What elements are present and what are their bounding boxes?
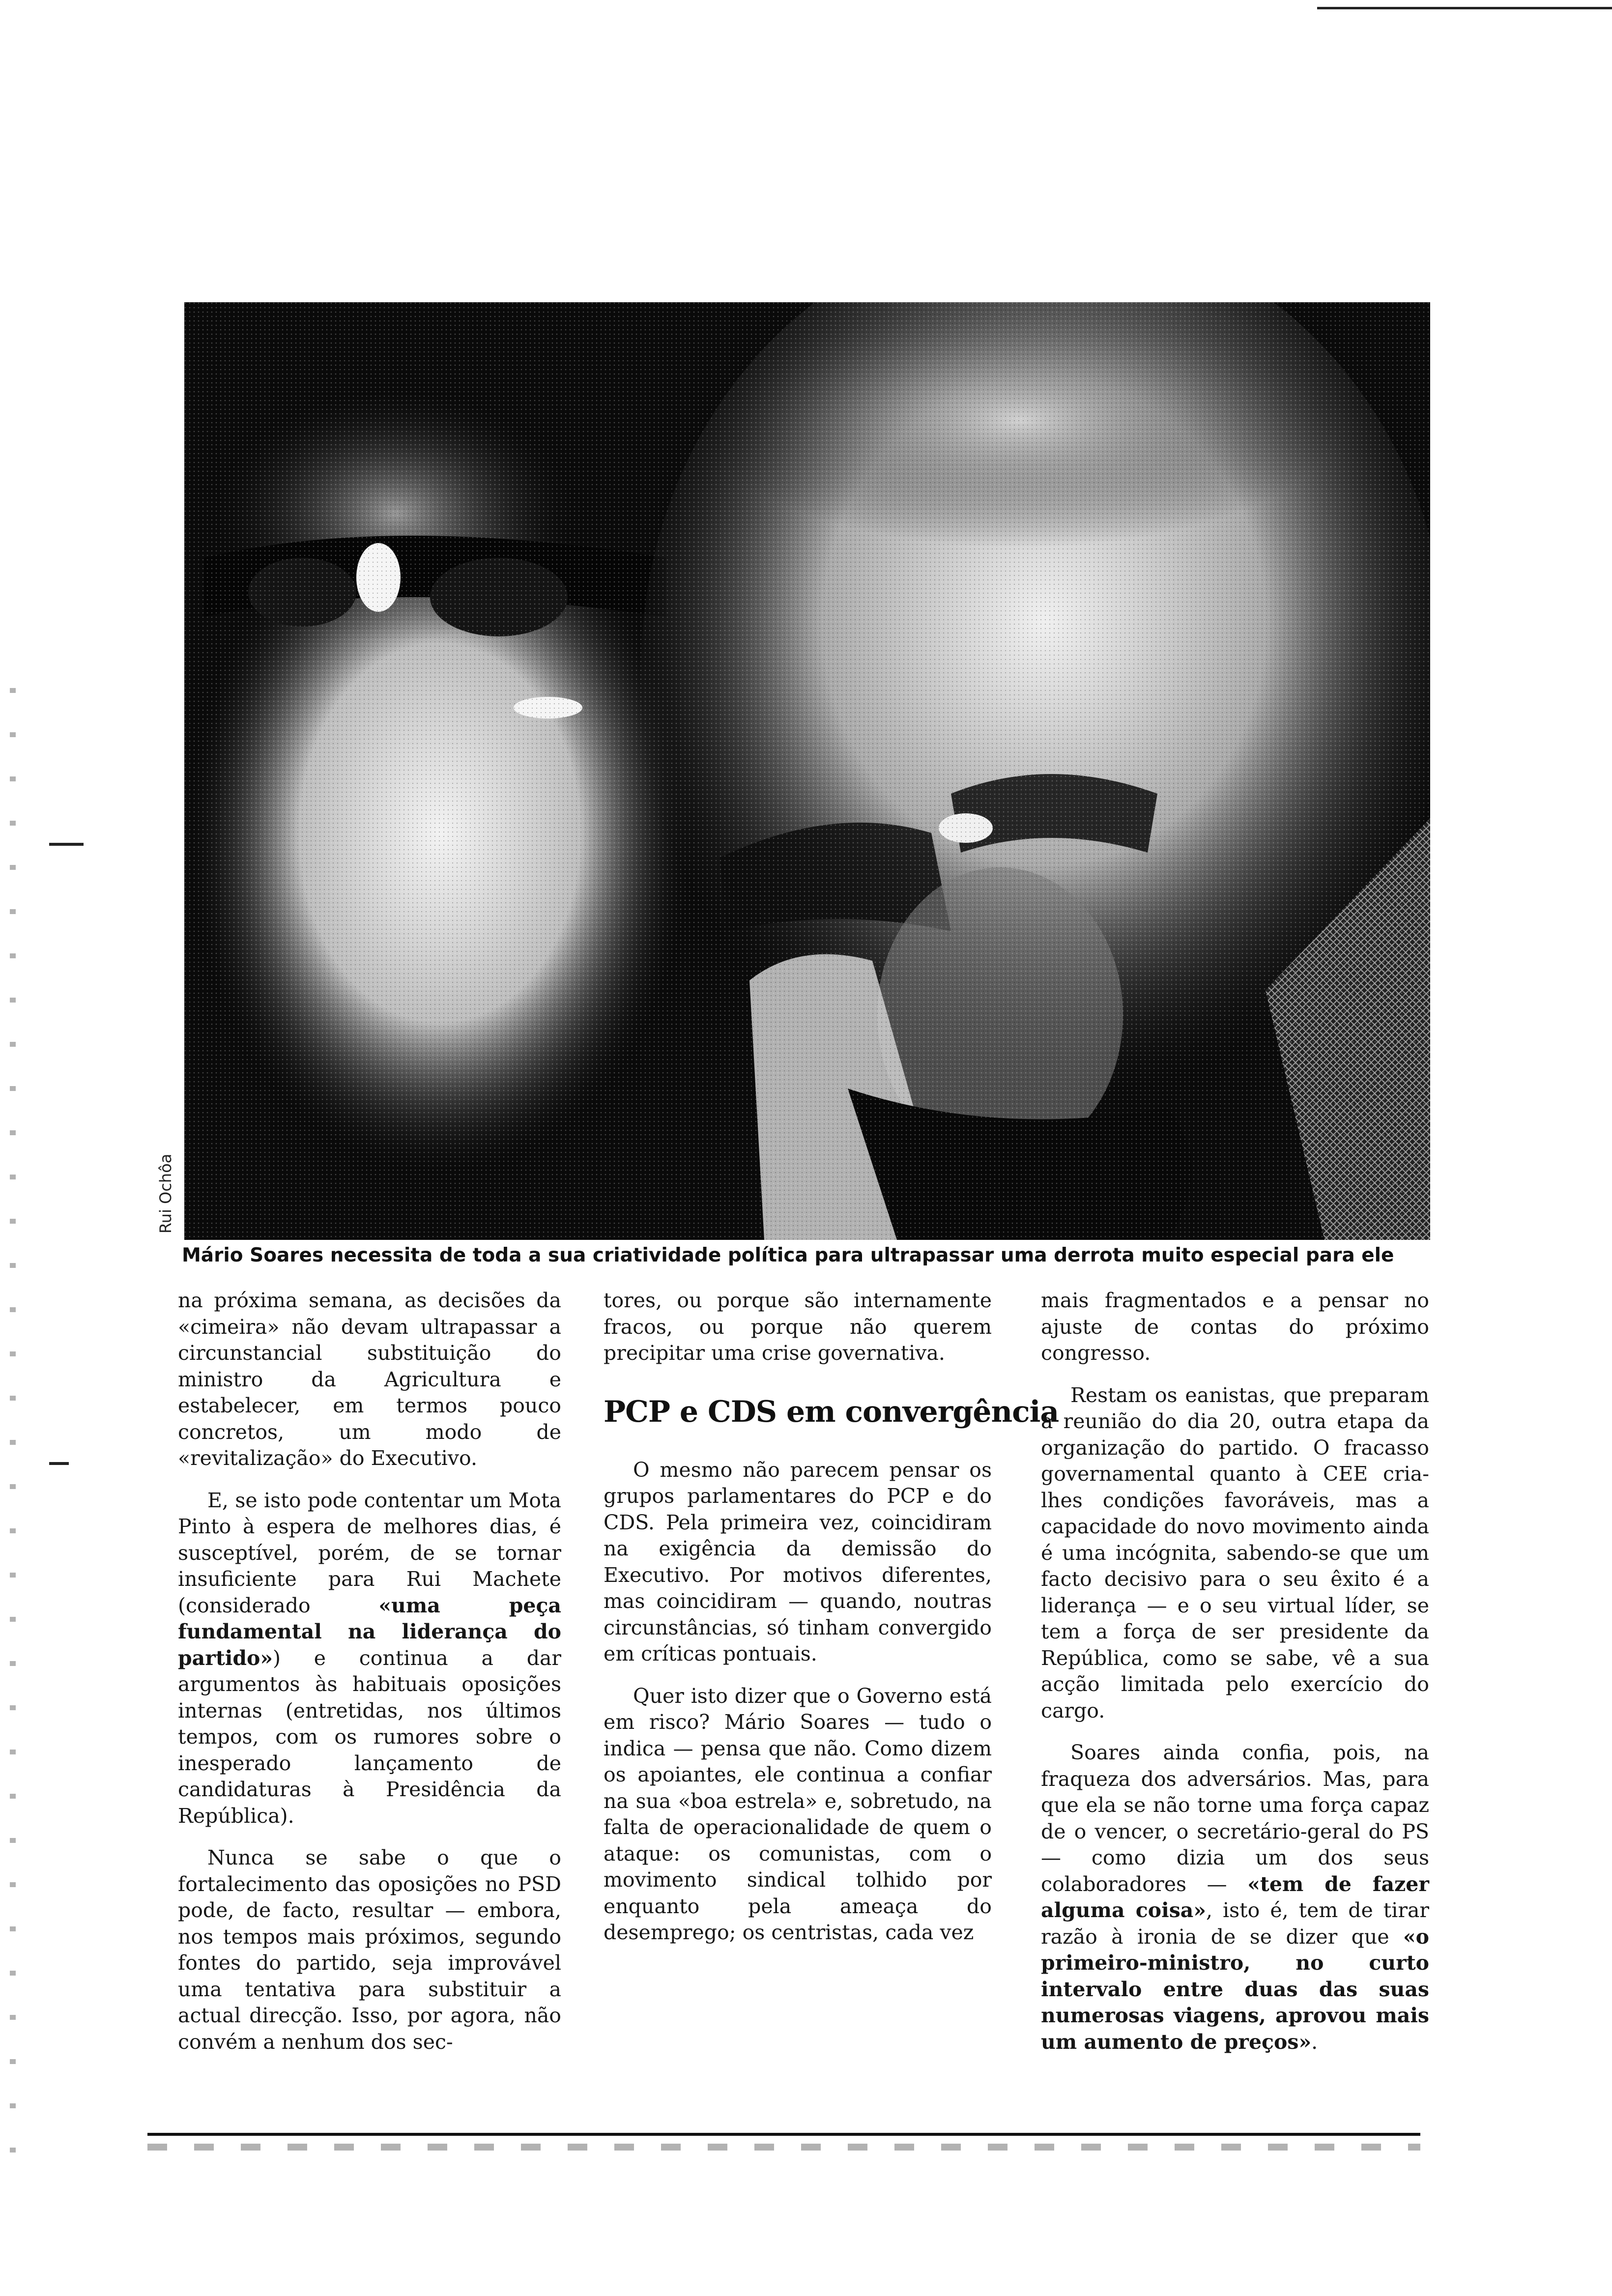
photo-caption: Mário Soares necessita de toda a sua criatividade política para ultrapassar uma derrota muito especial para ele <box>182 1244 1394 1266</box>
news-photo <box>184 302 1430 1240</box>
scan-bottom-noise <box>147 2144 1420 2151</box>
paragraph: O mesmo não parecem pensar os grupos parlamentares do PCP e do CDS. Pela primeira vez, coincidiram na exigência da demissão do Executivo. Por motivos diferentes, mas coincidiram — quando, noutras circunstâncias, só tinham convergido em críticas pontuais. <box>604 1458 992 1665</box>
photo-credit: Rui Ochôa <box>156 1153 175 1234</box>
paragraph: Restam os eanistas, que preparam a reunião do dia 20, outra etapa da organização do partido. O fracasso governamental quanto à CEE cria-lhes condições favoráveis, mas a capacidade do novo movimento ainda é uma incógnita, sabendo-se que um facto decisivo para o seu êxito é a liderança — e o seu virtual líder, se tem a força de ser presidente da República, como se sabe, vê a sua acção limitada pelo exercício do cargo. <box>1041 1383 1429 1722</box>
paragraph: tores, ou porque são internamente fracos, ou porque não querem precipitar uma crise governativa. <box>604 1289 992 1365</box>
paragraph: E, se isto pode contentar um Mota Pinto à espera de melhores dias, é susceptível, porém, de se tornar insuficiente para Rui Machete (considerado «uma peça fundamental na liderança do partido») e continua a dar argumentos às habituais oposições internas (entretidas, nos últimos tempos, com os rumores sobre o inesperado lançamento de candidaturas à Presidência da República). <box>178 1488 561 1828</box>
margin-dash <box>49 843 84 846</box>
paragraph: Quer isto dizer que o Governo está em risco? Mário Soares — tudo o indica — pensa que não. Como dizem os apoiantes, ele continua a confiar na sua «boa estrela» e, sobretudo, na falta de operacionalidade de quem o ataque: os comunistas, com o movimento sindical tolhido por enquanto pela ameaça do desemprego; os centristas, cada vez <box>604 1684 992 1944</box>
article-column-1 <box>178 1288 561 2071</box>
photo-halftone <box>184 302 1430 1240</box>
article-column-2 <box>604 1288 1059 1962</box>
section-subheading: PCP e CDS em convergência <box>604 1394 1059 1429</box>
margin-dash <box>49 1462 69 1465</box>
article-column-3 <box>1041 1288 1429 2071</box>
bold-quote: «o primeiro-ministro, no curto intervalo entre duas das suas numerosas viagens, aprovou mais um aumento de preços» <box>1041 1924 1429 2054</box>
paragraph: na próxima semana, as decisões da «cimeira» não devam ultrapassar a circunstancial substituição do ministro da Agricultura e estabelecer, em termos pouco concretos, um modo de «revitalização» do Executivo. <box>178 1289 561 1470</box>
bold-quote: «uma peça fundamental na liderança do partido» <box>178 1593 561 1670</box>
bottom-rule <box>147 2133 1420 2136</box>
paragraph: Nunca se sabe o que o fortalecimento das oposições no PSD pode, de facto, resultar — embora, nos tempos mais próximos, segundo fontes do partido, seja improvável uma tentativa para substituir a actual direcção. Isso, por agora, não convém a nenhum dos sec- <box>178 1846 561 2054</box>
paragraph: Soares ainda confia, pois, na fraqueza dos adversários. Mas, para que ela se não torne uma força capaz de o vencer, o secretário-geral do PS — como dizia um dos seus colaboradores — «tem de fazer alguma coisa», isto é, tem de tirar razão à ironia de se dizer que «o primeiro-ministro, no curto intervalo entre duas das suas numerosas viagens, aprovou mais um aumento de preços». <box>1041 1741 1430 2054</box>
scan-margin-marks <box>10 688 16 2162</box>
top-edge-rule <box>1317 7 1612 9</box>
bold-quote: «tem de fazer alguma coisa» <box>1041 1872 1429 1922</box>
paragraph: mais fragmentados e a pensar no ajuste de contas do próximo congresso. <box>1041 1289 1429 1365</box>
